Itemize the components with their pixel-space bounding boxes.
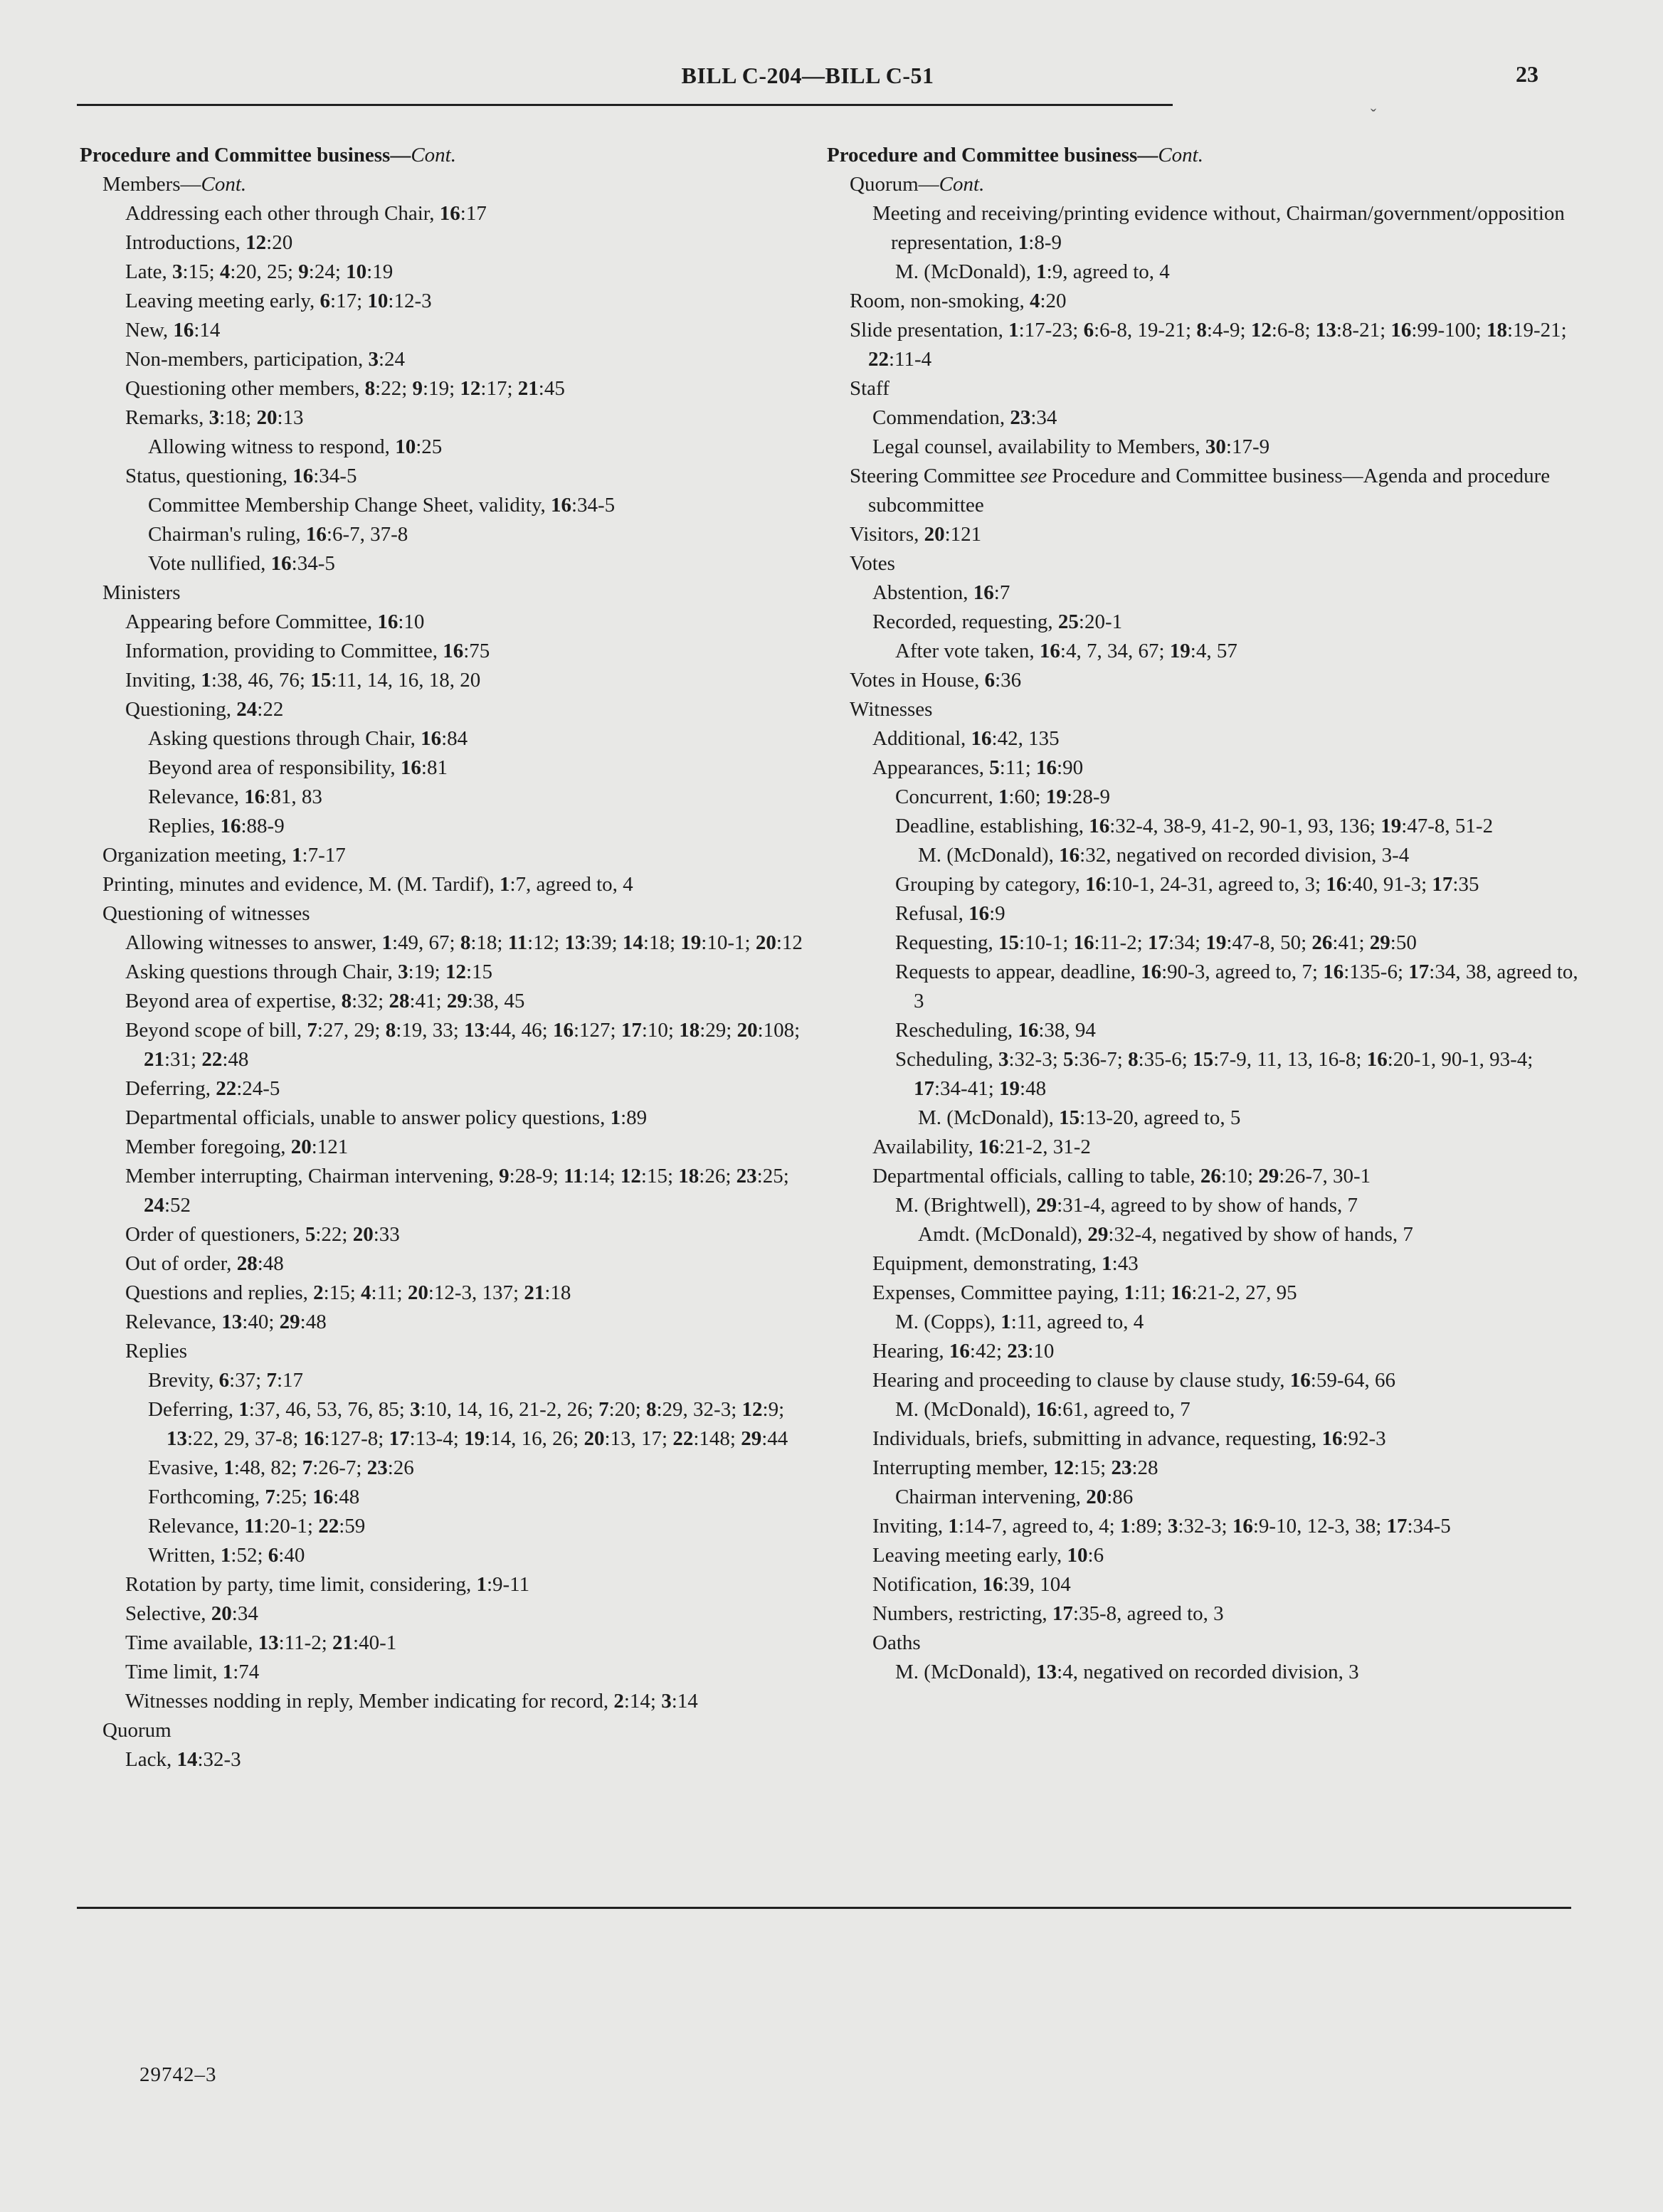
continued-marker: Cont. — [1158, 144, 1203, 166]
index-heading: Procedure and Committee business—Cont. — [827, 144, 1203, 166]
index-entry: Staff — [850, 377, 889, 400]
index-column-right — [827, 141, 1581, 1687]
index-entry: Steering Committee see Procedure and Committee business—Agenda and procedure subcommittee — [850, 465, 1551, 517]
index-entry: M. (Brightwell), 29:31-4, agreed to by show of hands, 7 — [895, 1194, 1358, 1217]
index-entry: Replies — [125, 1340, 187, 1362]
index-entry: Ministers — [102, 581, 181, 604]
index-entry: Hearing and proceeding to clause by clause study, 16:59-64, 66 — [872, 1369, 1396, 1392]
index-entry: Member foregoing, 20:121 — [125, 1136, 349, 1158]
index-entry: Beyond scope of bill, 7:27, 29; 8:19, 33; 13:44, 46; 16:127; 17:10; 18:29; 20:108; 21:31; 22:48 — [125, 1019, 801, 1071]
index-heading: Procedure and Committee business—Cont. — [80, 144, 456, 166]
index-entry: Forthcoming, 7:25; 16:48 — [148, 1486, 360, 1508]
index-entry: Inviting, 1:38, 46, 76; 15:11, 14, 16, 18, 20 — [125, 669, 481, 692]
index-entry: M. (McDonald), 1:9, agreed to, 4 — [895, 260, 1170, 283]
index-entry: M. (McDonald), 13:4, negatived on recorded division, 3 — [895, 1661, 1359, 1683]
index-entry: Addressing each other through Chair, 16:17 — [125, 202, 487, 225]
index-entry: M. (McDonald), 15:13-20, agreed to, 5 — [918, 1106, 1241, 1129]
index-entry: Chairman intervening, 20:86 — [895, 1486, 1134, 1508]
index-entry: Visitors, 20:121 — [850, 523, 982, 546]
index-entry: Expenses, Committee paying, 1:11; 16:21-2, 27, 95 — [872, 1281, 1297, 1304]
index-entry: Evasive, 1:48, 82; 7:26-7; 23:26 — [148, 1456, 414, 1479]
index-entry: Availability, 16:21-2, 31-2 — [872, 1136, 1091, 1158]
index-entry: Selective, 20:34 — [125, 1602, 258, 1625]
index-entry: Time limit, 1:74 — [125, 1661, 260, 1683]
index-entry: Beyond area of responsibility, 16:81 — [148, 756, 448, 779]
index-entry: Oaths — [872, 1631, 921, 1654]
index-entry: Witnesses — [850, 698, 933, 721]
index-entry: Questioning, 24:22 — [125, 698, 284, 721]
index-entry: Slide presentation, 1:17-23; 6:6-8, 19-21; 8:4-9; 12:6-8; 13:8-21; 16:99-100; 18:19-21; 22:11-4 — [850, 319, 1567, 371]
index-entry: Witnesses nodding in reply, Member indicating for record, 2:14; 3:14 — [125, 1690, 698, 1713]
index-entry: Grouping by category, 16:10-1, 24-31, agreed to, 3; 16:40, 91-3; 17:35 — [895, 873, 1479, 896]
index-entry: Equipment, demonstrating, 1:43 — [872, 1252, 1139, 1275]
index-entry: Commendation, 23:34 — [872, 406, 1057, 429]
index-entry: Quorum — [102, 1719, 171, 1742]
index-column-left — [80, 141, 814, 1774]
index-entry: Status, questioning, 16:34-5 — [125, 465, 357, 487]
index-entry: Out of order, 28:48 — [125, 1252, 284, 1275]
index-entry: Legal counsel, availability to Members, 30:17-9 — [872, 435, 1270, 458]
index-entry: Chairman's ruling, 16:6-7, 37-8 — [148, 523, 408, 546]
index-entry: Room, non-smoking, 4:20 — [850, 290, 1067, 312]
index-entry: Asking questions through Chair, 3:19; 12:15 — [125, 961, 493, 983]
index-entry: Member interrupting, Chairman intervening, 9:28-9; 11:14; 12:15; 18:26; 23:25; 24:52 — [125, 1165, 789, 1217]
index-entry: Inviting, 1:14-7, agreed to, 4; 1:89; 3:32-3; 16:9-10, 12-3, 38; 17:34-5 — [872, 1515, 1451, 1538]
index-entry: Individuals, briefs, submitting in advance, requesting, 16:92-3 — [872, 1427, 1386, 1450]
index-entry: Printing, minutes and evidence, M. (M. Tardif), 1:7, agreed to, 4 — [102, 873, 633, 896]
index-entry: Meeting and receiving/printing evidence without, Chairman/government/opposition representation, 1:8-9 — [872, 202, 1565, 254]
index-entry: Additional, 16:42, 135 — [872, 727, 1060, 750]
index-entry: Time available, 13:11-2; 21:40-1 — [125, 1631, 397, 1654]
index-entry: Rescheduling, 16:38, 94 — [895, 1019, 1096, 1042]
index-entry: Brevity, 6:37; 7:17 — [148, 1369, 304, 1392]
index-entry: Relevance, 16:81, 83 — [148, 785, 322, 808]
index-entry: Scheduling, 3:32-3; 5:36-7; 8:35-6; 15:7-9, 11, 13, 16-8; 16:20-1, 90-1, 93-4; 17:34-41; 19:48 — [895, 1048, 1533, 1100]
index-entry: Recorded, requesting, 25:20-1 — [872, 610, 1123, 633]
index-entry: Information, providing to Committee, 16:75 — [125, 640, 490, 662]
index-entry: Quorum—Cont. — [850, 173, 985, 196]
index-entry: Leaving meeting early, 6:17; 10:12-3 — [125, 290, 432, 312]
index-entry: M. (Copps), 1:11, agreed to, 4 — [895, 1311, 1144, 1333]
index-entry: Questions and replies, 2:15; 4:11; 20:12-3, 137; 21:18 — [125, 1281, 571, 1304]
index-entry: Numbers, restricting, 17:35-8, agreed to, 3 — [872, 1602, 1224, 1625]
index-entry: After vote taken, 16:4, 7, 34, 67; 19:4, 57 — [895, 640, 1237, 662]
index-entry: Non-members, participation, 3:24 — [125, 348, 406, 371]
index-entry: Order of questioners, 5:22; 20:33 — [125, 1223, 400, 1246]
index-entry: Abstention, 16:7 — [872, 581, 1010, 604]
running-header-title: BILL C-204—BILL C-51 — [681, 63, 934, 88]
index-entry: Members—Cont. — [102, 173, 247, 196]
index-entry: M. (McDonald), 16:32, negatived on recorded division, 3-4 — [918, 844, 1410, 867]
index-entry: Lack, 14:32-3 — [125, 1748, 241, 1771]
index-entry: Refusal, 16:9 — [895, 902, 1005, 925]
index-entry: Votes in House, 6:36 — [850, 669, 1022, 692]
index-entry: Allowing witness to respond, 10:25 — [148, 435, 443, 458]
index-entry: Replies, 16:88-9 — [148, 815, 285, 837]
index-entry: Written, 1:52; 6:40 — [148, 1544, 305, 1567]
index-entry: Introductions, 12:20 — [125, 231, 293, 254]
index-entry: Departmental officials, calling to table, 26:10; 29:26-7, 30-1 — [872, 1165, 1371, 1187]
index-entry: Rotation by party, time limit, considering, 1:9-11 — [125, 1573, 530, 1596]
index-entry: Notification, 16:39, 104 — [872, 1573, 1071, 1596]
index-entry: Relevance, 13:40; 29:48 — [125, 1311, 327, 1333]
index-entry: Concurrent, 1:60; 19:28-9 — [895, 785, 1111, 808]
index-entry: Committee Membership Change Sheet, validity, 16:34-5 — [148, 494, 616, 517]
index-entry: Organization meeting, 1:7-17 — [102, 844, 346, 867]
index-entry: Late, 3:15; 4:20, 25; 9:24; 10:19 — [125, 260, 394, 283]
header-rule — [77, 104, 1173, 106]
index-entry: Appearing before Committee, 16:10 — [125, 610, 425, 633]
scan-mark: ˇ — [1371, 107, 1376, 125]
index-entry: Vote nullified, 16:34-5 — [148, 552, 335, 575]
index-entry: Beyond area of expertise, 8:32; 28:41; 29:38, 45 — [125, 990, 525, 1012]
index-entry: Relevance, 11:20-1; 22:59 — [148, 1515, 366, 1538]
index-entry: Interrupting member, 12:15; 23:28 — [872, 1456, 1158, 1479]
index-entry: Requesting, 15:10-1; 16:11-2; 17:34; 19:47-8, 50; 26:41; 29:50 — [895, 931, 1417, 954]
page-number: 23 — [1516, 61, 1538, 87]
continued-marker: Cont. — [411, 144, 456, 166]
index-entry: Allowing witnesses to answer, 1:49, 67; 8:18; 11:12; 13:39; 14:18; 19:10-1; 20:12 — [125, 931, 803, 954]
index-entry: Deadline, establishing, 16:32-4, 38-9, 41-2, 90-1, 93, 136; 19:47-8, 51-2 — [895, 815, 1494, 837]
index-entry: New, 16:14 — [125, 319, 221, 342]
index-entry: Appearances, 5:11; 16:90 — [872, 756, 1084, 779]
continued-marker: Cont. — [201, 173, 247, 196]
index-entry: Questioning of witnesses — [102, 902, 310, 925]
index-entry: Deferring, 22:24-5 — [125, 1077, 280, 1100]
continued-marker: Cont. — [939, 173, 985, 196]
index-entry: Remarks, 3:18; 20:13 — [125, 406, 304, 429]
index-entry: Departmental officials, unable to answer policy questions, 1:89 — [125, 1106, 648, 1129]
index-entry: Hearing, 16:42; 23:10 — [872, 1340, 1055, 1362]
index-entry: Requests to appear, deadline, 16:90-3, agreed to, 7; 16:135-6; 17:34, 38, agreed to, 3 — [895, 961, 1578, 1012]
index-entry: Questioning other members, 8:22; 9:19; 12:17; 21:45 — [125, 377, 565, 400]
index-entry: M. (McDonald), 16:61, agreed to, 7 — [895, 1398, 1191, 1421]
index-entry: Asking questions through Chair, 16:84 — [148, 727, 468, 750]
index-entry: Votes — [850, 552, 895, 575]
footer-rule — [77, 1907, 1571, 1909]
index-entry: Leaving meeting early, 10:6 — [872, 1544, 1104, 1567]
print-code: 29742–3 — [139, 2063, 217, 2086]
index-entry: Deferring, 1:37, 46, 53, 76, 85; 3:10, 14, 16, 21-2, 26; 7:20; 8:29, 32-3; 12:9; 13:22, 29, 37-8; 16:127-8; 17:13-4; 19:14, 16, 26; 20:13, 17; 22:148; 29:44 — [148, 1398, 788, 1450]
index-entry: Amdt. (McDonald), 29:32-4, negatived by show of hands, 7 — [918, 1223, 1413, 1246]
